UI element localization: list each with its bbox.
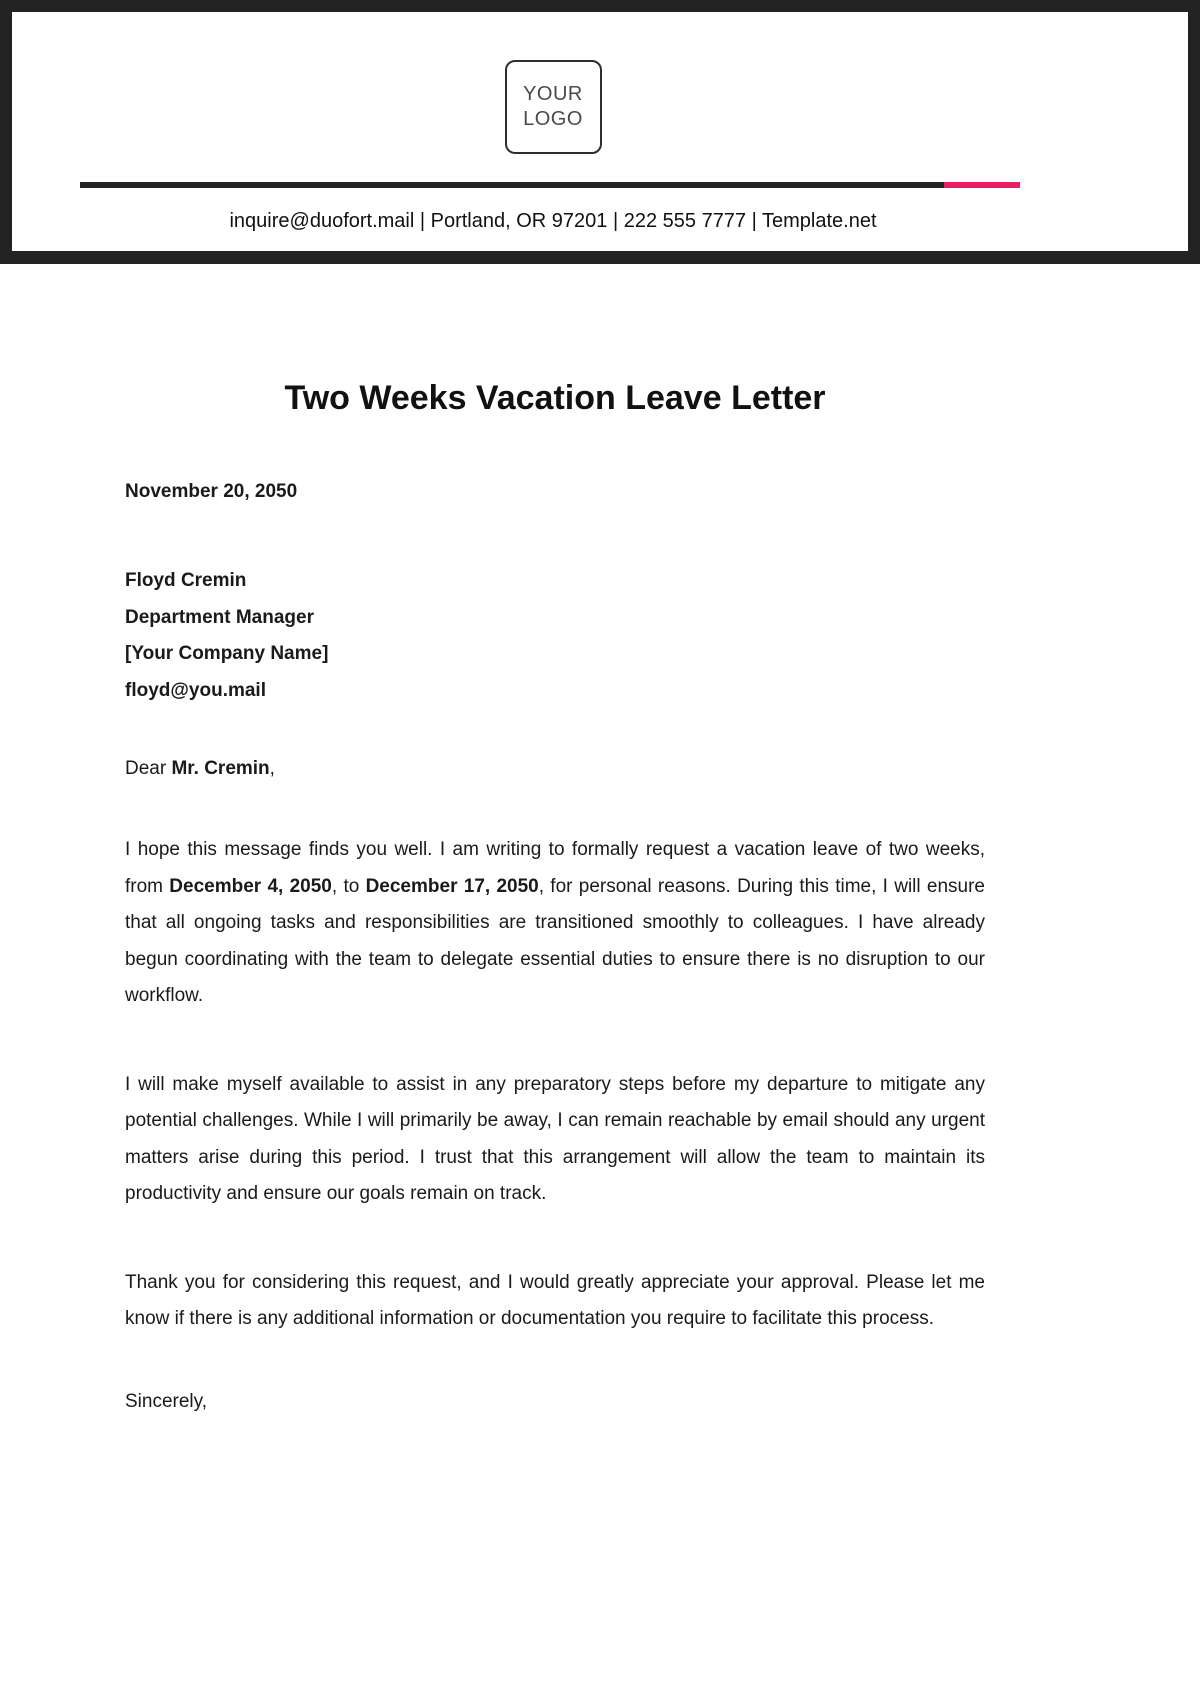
paragraph-1 [125,832,985,1015]
recipient-company: [Your Company Name] [125,643,329,664]
letterhead-content [12,12,1094,251]
paragraph-1-text: , to [331,875,366,897]
leave-start-date: December 4, 2050 [169,875,332,897]
header-divider [80,182,1020,188]
letter-body [0,379,985,1413]
closing: Sincerely, [125,1390,208,1412]
letter-title: Two Weeks Vacation Leave Letter [284,379,826,417]
divider-dark-segment [80,182,944,188]
salutation [125,757,985,780]
divider-pink-accent [944,182,1020,188]
letter-date: November 20, 2050 [125,481,298,502]
salutation-suffix: , [269,758,275,779]
contact-info: inquire@duofort.mail | Portland, OR 97201 | 222 555 7777 | Template.net [229,210,877,232]
recipient-role: Department Manager [125,606,314,628]
salutation-name: Mr. Cremin [171,758,270,779]
paragraph-1-text: I hope this message finds you well. I am writing to formally request a vacation leave of two weeks, from [125,839,985,897]
recipient-name: Floyd Cremin [125,570,247,591]
logo-text-line1: YOUR [523,83,583,105]
logo-text-line2: LOGO [523,108,583,130]
company-logo [505,60,602,154]
letterhead [0,0,1200,264]
recipient-block [125,563,985,709]
recipient-email: floyd@you.mail [125,679,266,701]
paragraph-1-text: , for personal reasons. During this time, I will ensure that all ongoing tasks and responsibilities are transitioned smoothly to colleagues. I have already begun coordinating with the team to delegate essential duties to ensure there is no disruption to our workflow. [125,875,985,1006]
leave-end-date: December 17, 2050 [365,875,539,897]
paragraph-3: Thank you for considering this request, and I would greatly appreciate your approval. Please let me know if there is any additional information or documentation you require to facilitate this process. [125,1271,985,1329]
salutation-prefix: Dear [125,758,172,779]
paragraph-2: I will make myself available to assist in any preparatory steps before my departure to mitigate any potential challenges. While I will primarily be away, I can remain reachable by email should any urgent matters arise during this period. I trust that this arrangement will allow the team to maintain its productivity and ensure our goals remain on track. [125,1073,985,1204]
